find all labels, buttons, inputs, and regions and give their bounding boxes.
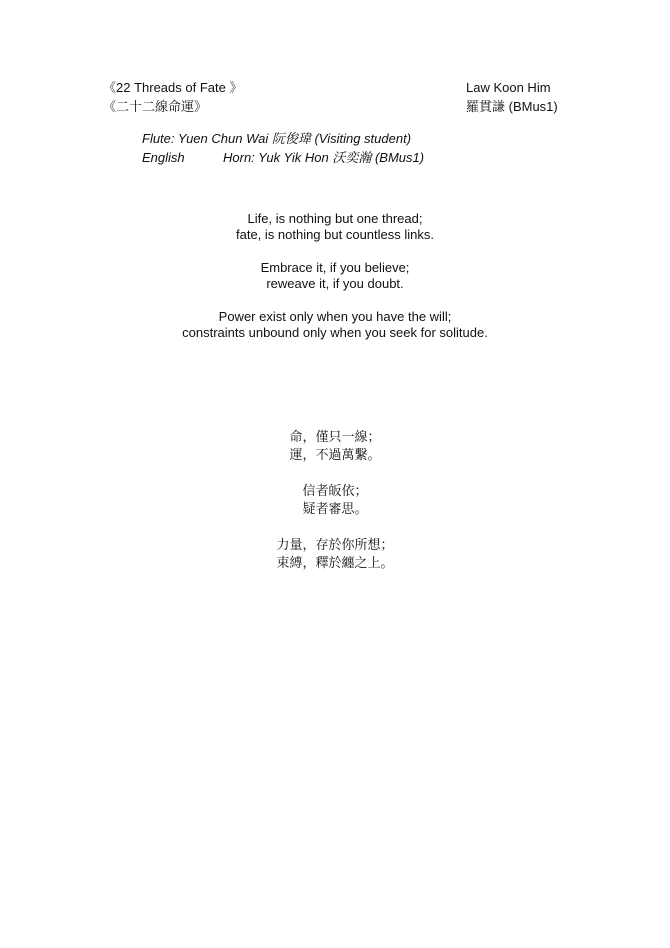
poem-line: 信者皈依； (302, 483, 368, 498)
poem-line: Power exist only when you have the will; (218, 309, 452, 324)
composer-block (466, 78, 558, 116)
poem-chinese (0, 428, 670, 590)
performer-flute: Flute: Yuen Chun Wai 阮俊瑋 (Visiting student) (142, 131, 412, 146)
poem-line: 疑者審思。 (302, 501, 368, 516)
performer-english-label: English (142, 150, 185, 165)
title-block (103, 78, 242, 116)
composer-name-english: Law Koon Him (466, 80, 551, 95)
performers-block (142, 129, 424, 167)
poem-english (0, 211, 670, 358)
poem-chinese-stanza-2 (0, 482, 670, 518)
poem-line: 束縛，釋於纏之上。 (276, 555, 394, 570)
performer-english-horn (142, 148, 424, 167)
poem-line: 命，僅只一線； (289, 429, 381, 444)
poem-line: 運，不過萬繫。 (289, 447, 381, 462)
poem-line: fate, is nothing but countless links. (235, 227, 434, 242)
poem-line: constraints unbound only when you seek for solitude. (182, 325, 488, 340)
composer-name-chinese: 羅貫謙 (BMus1) (466, 99, 558, 114)
poem-line: Life, is nothing but one thread; (247, 211, 423, 226)
poem-line: Embrace it, if you believe; (260, 260, 410, 275)
poem-chinese-stanza-1 (0, 428, 670, 464)
poem-english-stanza-2 (0, 260, 670, 292)
poem-english-stanza-3 (0, 309, 670, 341)
poem-english-stanza-1 (0, 211, 670, 243)
title-chinese: 《二十二線命運》 (103, 99, 208, 114)
poem-chinese-stanza-3 (0, 536, 670, 572)
title-english: 《22 Threads of Fate 》 (103, 80, 243, 95)
poem-line: reweave it, if you doubt. (266, 276, 404, 291)
poem-line: 力量，存於你所想； (276, 537, 394, 552)
performer-horn-text: Horn: Yuk Yik Hon 沃奕瀚 (BMus1) (223, 150, 425, 165)
